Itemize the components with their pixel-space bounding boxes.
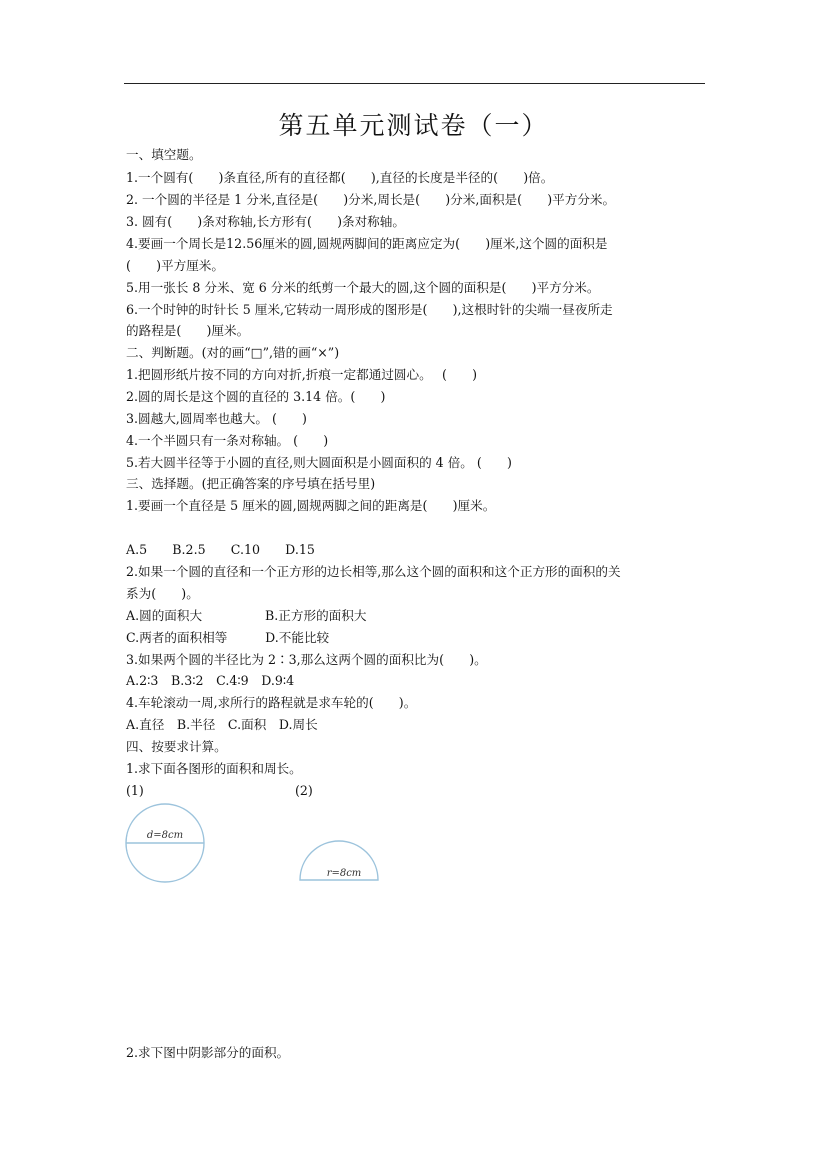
question-line: 5.若大圆半径等于小圆的直径,则大圆面积是小圆面积的 4 倍。 ( ) — [126, 455, 512, 470]
section-heading: 三、选择题。(把正确答案的序号填在括号里) — [126, 476, 376, 491]
options-line: A.2∶3 B.3∶2 C.4∶9 D.9∶4 — [126, 673, 295, 688]
question-line: 2.求下图中阴影部分的面积。 — [126, 1045, 290, 1060]
question-line: 2.圆的周长是这个圆的直径的 3.14 倍。( ) — [126, 389, 386, 404]
section-heading: 二、判断题。(对的画“□”,错的画“×”) — [126, 345, 340, 360]
question-line: 的路程是( )厘米。 — [126, 323, 250, 338]
question-line: 4.车轮滚动一周,求所行的路程就是求车轮的( )。 — [126, 695, 417, 710]
question-line: 2. 一个圆的半径是 1 分米,直径是( )分米,周长是( )分米,面积是( )平方分米。 — [126, 192, 616, 207]
question-line: 4.要画一个周长是12.56厘米的圆,圆规两脚间的距离应定为( )厘米,这个圆的面积是 — [126, 236, 608, 251]
question-line: 6.一个时钟的时针长 5 厘米,它转动一周形成的图形是( ),这根时针的尖端一昼夜所走 — [126, 302, 613, 317]
question-line: 1.求下面各图形的面积和周长。 — [126, 761, 302, 776]
page-title: 第五单元测试卷（一） — [278, 111, 549, 140]
question-line: ( )平方厘米。 — [126, 258, 224, 273]
figure-label-2: (2) — [295, 783, 313, 798]
question-line: 3.圆越大,圆周率也越大。 ( ) — [126, 411, 307, 426]
section-heading: 四、按要求计算。 — [126, 739, 227, 754]
semicircle-radius-label: r=8cm — [326, 868, 362, 879]
section-heading: 一、填空题。 — [126, 147, 202, 162]
options-line: A.圆的面积大 B.正方形的面积大 — [126, 608, 367, 623]
semicircle-figure — [296, 838, 384, 884]
circle-figure — [122, 802, 210, 886]
options-line: C.两者的面积相等 D.不能比较 — [126, 630, 330, 645]
question-line: 1.要画一个直径是 5 厘米的圆,圆规两脚之间的距离是( )厘米。 — [126, 498, 496, 513]
question-line: 2.如果一个圆的直径和一个正方形的边长相等,那么这个圆的面积和这个正方形的面积的关 — [126, 564, 621, 579]
question-line: 3. 圆有( )条对称轴,长方形有( )条对称轴。 — [126, 214, 405, 229]
question-line: 1.一个圆有( )条直径,所有的直径都( ),直径的长度是半径的( )倍。 — [126, 170, 554, 185]
circle-diameter-label: d=8cm — [146, 830, 184, 841]
header-rule — [124, 83, 705, 84]
question-line: 1.把圆形纸片按不同的方向对折,折痕一定都通过圆心。 ( ) — [126, 367, 477, 382]
question-line: 4.一个半圆只有一条对称轴。 ( ) — [126, 433, 329, 448]
question-line: 5.用一张长 8 分米、宽 6 分米的纸剪一个最大的圆,这个圆的面积是( )平方分米。 — [126, 280, 600, 295]
figure-label-1: (1) — [126, 783, 144, 798]
options-line: A.直径 B.半径 C.面积 D.周长 — [126, 717, 318, 732]
question-line: 3.如果两个圆的半径比为 2∶3,那么这两个圆的面积比为( )。 — [126, 652, 487, 667]
options-line: A.5 B.2.5 C.10 D.15 — [126, 542, 315, 557]
question-line: 系为( )。 — [126, 586, 199, 601]
